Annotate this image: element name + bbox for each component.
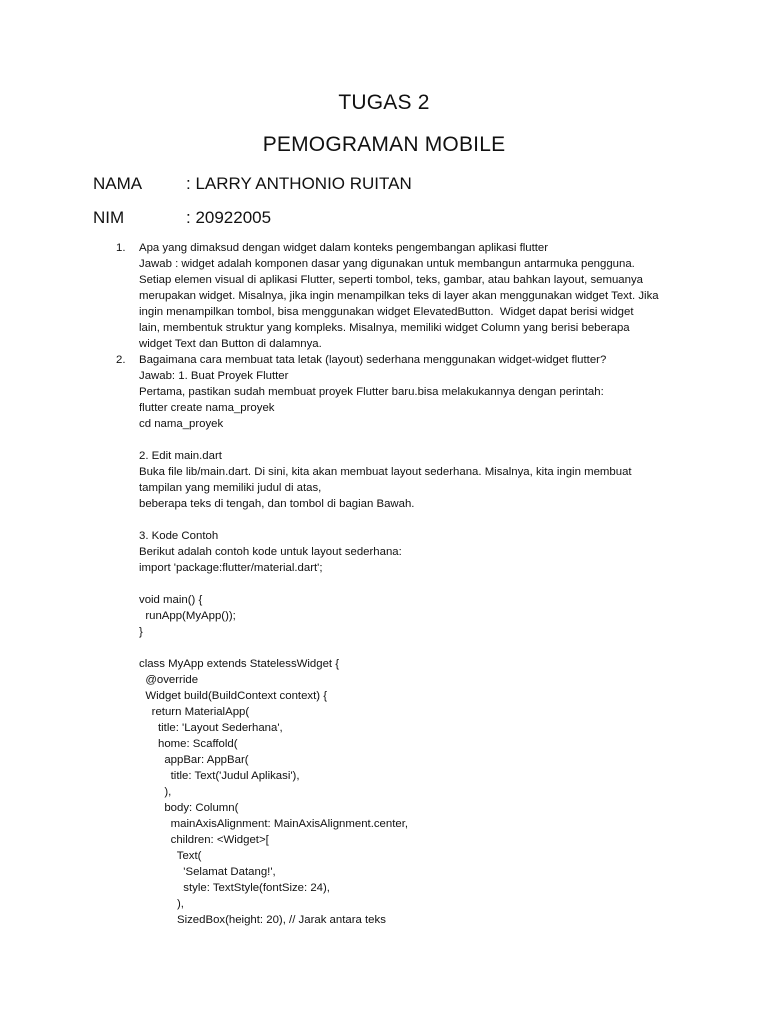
text-line: tampilan yang memiliki judul di atas, xyxy=(139,482,322,494)
text-line: Jawab : widget adalah komponen dasar yang digunakan untuk membangun antarmuka pengguna. xyxy=(139,258,635,270)
text-line: runApp(MyApp()); xyxy=(139,610,236,622)
text-line: body: Column( xyxy=(139,802,239,814)
text-line: flutter create nama_proyek xyxy=(139,402,275,414)
text-line: 2. Edit main.dart xyxy=(139,450,222,462)
text-line: import 'package:flutter/material.dart'; xyxy=(139,562,323,574)
document-title: TUGAS 2 xyxy=(338,91,430,114)
text-line: ), xyxy=(139,786,172,798)
info-label-nama: NAMA xyxy=(93,174,143,193)
info-value-nama: : LARRY ANTHONIO RUITAN xyxy=(186,174,412,193)
text-line: Bagaimana cara membuat tata letak (layout) sederhana menggunakan widget-widget flutter? xyxy=(139,354,607,366)
text-line xyxy=(139,576,651,592)
text-line: cd nama_proyek xyxy=(139,418,224,430)
text-line: Jawab: 1. Buat Proyek Flutter xyxy=(139,370,289,382)
text-line xyxy=(139,640,651,656)
text-line: ), xyxy=(139,898,184,910)
text-line: Pertama, pastikan sudah membuat proyek Flutter baru.bisa melakukannya dengan perintah: xyxy=(139,386,604,398)
text-line: Berikut adalah contoh kode untuk layout sederhana: xyxy=(139,546,402,558)
text-line: Widget build(BuildContext context) { xyxy=(139,690,328,702)
text-line xyxy=(139,432,651,448)
text-line: widget Text dan Button di dalamnya. xyxy=(139,338,322,350)
question-list xyxy=(0,240,768,928)
text-line: ingin menampilkan tombol, bisa menggunakan widget ElevatedButton. Widget dapat berisi widget xyxy=(139,306,634,318)
text-line: void main() { xyxy=(139,594,203,606)
text-line: appBar: AppBar( xyxy=(139,754,249,766)
question-item xyxy=(0,240,768,352)
text-line: } xyxy=(139,626,143,638)
question-body xyxy=(139,352,651,928)
question-body xyxy=(139,240,659,352)
text-line: class MyApp extends StatelessWidget { xyxy=(139,658,340,670)
text-line: SizedBox(height: 20), // Jarak antara teks xyxy=(139,914,386,926)
text-line: 'Selamat Datang!', xyxy=(139,866,276,878)
text-line: children: <Widget>[ xyxy=(139,834,269,846)
text-line: mainAxisAlignment: MainAxisAlignment.center, xyxy=(139,818,409,830)
text-line: style: TextStyle(fontSize: 24), xyxy=(139,882,330,894)
info-value-nim: : 20922005 xyxy=(186,208,272,227)
document-subtitle: PEMOGRAMAN MOBILE xyxy=(262,133,506,156)
text-line: title: 'Layout Sederhana', xyxy=(139,722,283,734)
text-line: lain, membentuk struktur yang kompleks. Misalnya, memiliki widget Column yang berisi beberapa xyxy=(139,322,630,334)
question-number: 2. xyxy=(116,354,126,366)
info-label-nim: NIM xyxy=(93,208,125,227)
text-line: @override xyxy=(139,674,199,686)
text-line: Setiap elemen visual di aplikasi Flutter, seperti tombol, teks, gambar, atau bahkan layout, semuanya xyxy=(139,274,643,286)
question-item xyxy=(0,352,768,928)
text-line: return MaterialApp( xyxy=(139,706,250,718)
info-row-nama xyxy=(93,174,412,194)
text-line: title: Text('Judul Aplikasi'), xyxy=(139,770,300,782)
text-line: beberapa teks di tengah, dan tombol di bagian Bawah. xyxy=(139,498,415,510)
text-line: 3. Kode Contoh xyxy=(139,530,219,542)
text-line: Apa yang dimaksud dengan widget dalam konteks pengembangan aplikasi flutter xyxy=(139,242,549,254)
text-line: Buka file lib/main.dart. Di sini, kita akan membuat layout sederhana. Misalnya, kita ingin membuat xyxy=(139,466,632,478)
info-row-nim xyxy=(93,208,271,228)
question-number: 1. xyxy=(116,242,126,254)
text-line: merupakan widget. Misalnya, jika ingin menampilkan teks di layer akan menggunakan widget Text. Jika xyxy=(139,290,659,302)
text-line: home: Scaffold( xyxy=(139,738,238,750)
text-line xyxy=(139,512,651,528)
text-line: Text( xyxy=(139,850,202,862)
